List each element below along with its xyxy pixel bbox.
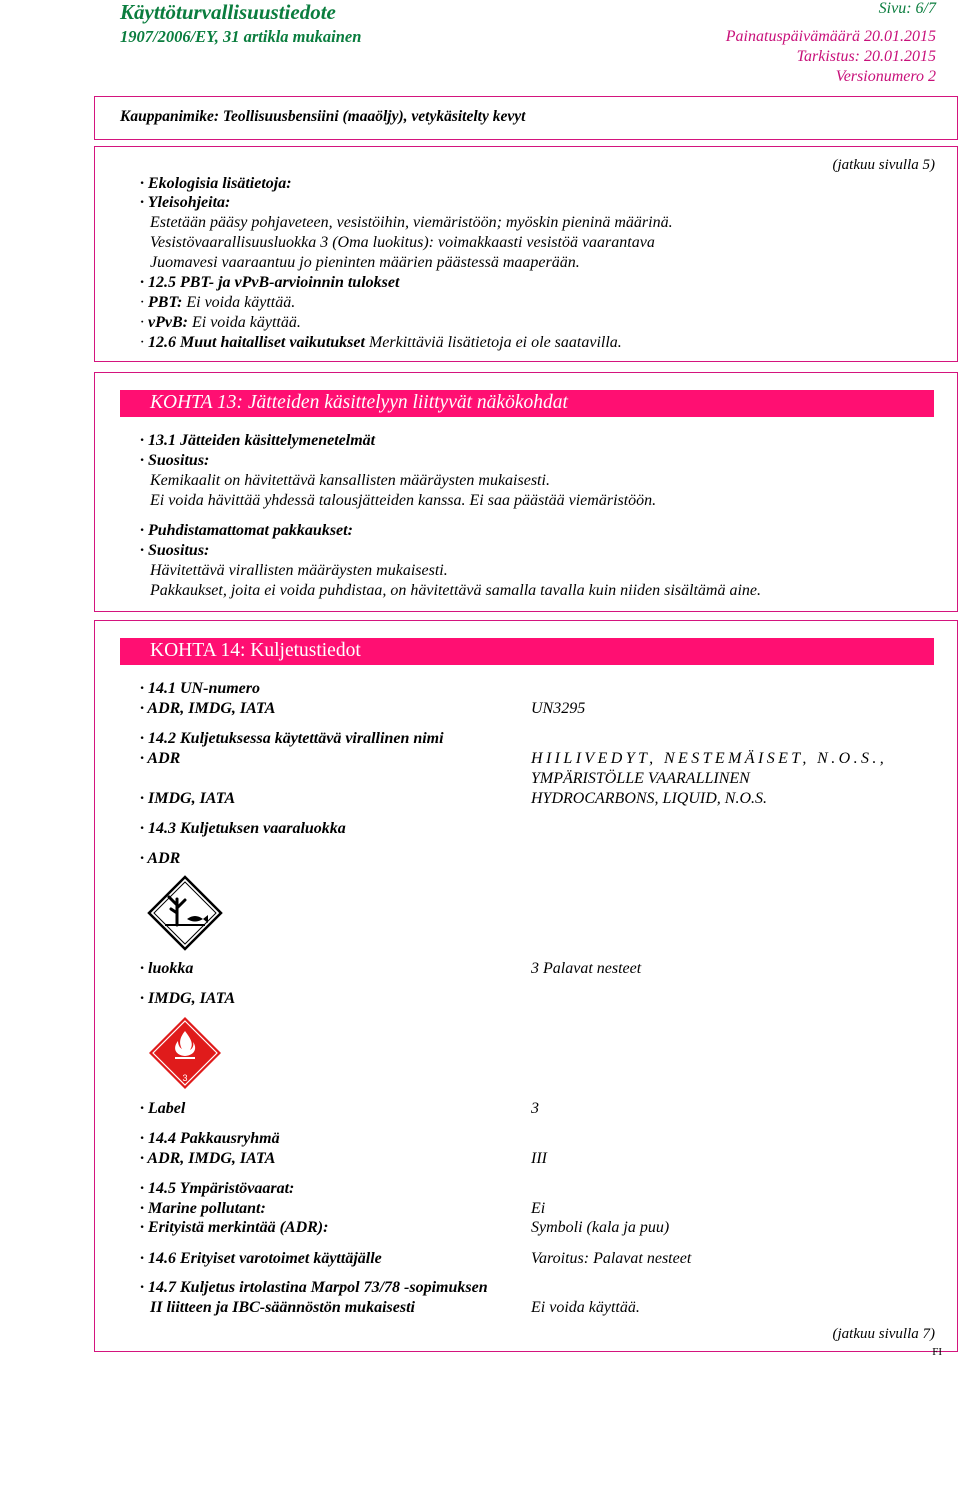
packaging-line-1: Hävitettävä virallisten määräysten mukaisesti. <box>150 562 448 579</box>
environmental-hazards-heading: · 14.5 Ympäristövaarat: <box>140 1180 295 1197</box>
eco-line-3: Juomavesi vaaraantuu jo pieninten määrien päästessä maaperään. <box>150 254 580 271</box>
section-13-title: KOHTA 13: Jätteiden käsittelyyn liittyvät näkökohdat <box>120 390 934 417</box>
hazard-class-adr-label: · ADR <box>140 850 181 867</box>
class-label: · luokka <box>140 960 194 977</box>
shipping-name-heading: · 14.2 Kuljetuksessa käytettävä virallinen nimi <box>140 730 444 747</box>
bulk-transport-value: Ei voida käyttää. <box>531 1299 640 1316</box>
imdg-iata-shipping-name: HYDROCARBONS, LIQUID, N.O.S. <box>531 790 767 807</box>
document-title: Käyttöturvallisuustiedote <box>120 0 336 24</box>
disposal-methods-heading: · 13.1 Jätteiden käsittelymenetelmät <box>140 432 376 449</box>
trade-name: Kauppanimike: Teollisuusbensiini (maaöljy), vetykäsitelty kevyt <box>120 108 526 125</box>
general-heading: · Yleisohjeita: <box>140 194 231 211</box>
vpvb-row: · vPvB: Ei voida käyttää. <box>140 314 301 331</box>
flammable-liquid-placard-icon <box>147 1015 223 1091</box>
hazard-class-imdg-label: · IMDG, IATA <box>140 990 236 1007</box>
placard-number: 3 <box>182 1073 188 1083</box>
packing-group-value: III <box>531 1150 547 1167</box>
pbt-heading: · 12.5 PBT- ja vPvB-arvioinnin tulokset <box>140 274 400 291</box>
bulk-transport-line-1: · 14.7 Kuljetus irtolastina Marpol 73/78 -sopimuksen <box>140 1279 488 1296</box>
print-date: Painatuspäivämäärä 20.01.2015 <box>725 28 936 45</box>
environment-hazard-icon <box>147 875 223 951</box>
eco-line-2: Vesistövaarallisuusluokka 3 (Oma luokitus): voimakkaasti vesistöä vaarantava <box>150 234 655 251</box>
un-number-label: · ADR, IMDG, IATA <box>140 700 276 717</box>
class-value: 3 Palavat nesteet <box>531 960 642 977</box>
continued-from-note: (jatkuu sivulla 5) <box>832 157 935 173</box>
label-label: · Label <box>140 1100 186 1117</box>
marine-pollutant-label: · Marine pollutant: <box>140 1200 266 1217</box>
recommendation-line-1: Kemikaalit on hävitettävä kansallisten määräysten mukaisesti. <box>150 472 550 489</box>
other-effects-row: · 12.6 Muut haitalliset vaikutukset Merkittäviä lisätietoja ei ole saatavilla. <box>140 334 622 351</box>
special-precautions-label: · 14.6 Erityiset varotoimet käyttäjälle <box>140 1250 382 1267</box>
imdg-iata-label: · IMDG, IATA <box>140 790 236 807</box>
un-number-value: UN3295 <box>531 700 586 717</box>
special-marking-value: Symboli (kala ja puu) <box>531 1219 670 1236</box>
marine-pollutant-value: Ei <box>531 1200 546 1217</box>
adr-shipping-name-line-1: HIILIVEDYT, NESTEMÄISET, N.O.S., <box>531 750 888 767</box>
version-number: Versionumero 2 <box>835 68 936 85</box>
label-value: 3 <box>531 1100 539 1117</box>
recommendation-heading: · Suositus: <box>140 452 210 469</box>
continued-to-note: (jatkuu sivulla 7) <box>832 1326 935 1342</box>
country-code: FI <box>932 1346 942 1358</box>
page-number: Sivu: 6/7 <box>878 0 936 17</box>
packaging-line-2: Pakkaukset, joita ei voida puhdistaa, on hävitettävä samalla tavalla kuin niiden sisältämä aine. <box>150 582 762 599</box>
un-number-heading: · 14.1 UN-numero <box>140 680 261 697</box>
bulk-transport-line-2: II liitteen ja IBC-säännöstön mukaisesti <box>150 1299 415 1316</box>
special-marking-label: · Erityistä merkintää (ADR): <box>140 1219 329 1236</box>
regulation-line: 1907/2006/EY, 31 artikla mukainen <box>120 27 362 46</box>
uncleaned-packaging-heading: · Puhdistamattomat pakkaukset: <box>140 522 353 539</box>
packing-group-label: · ADR, IMDG, IATA <box>140 1150 276 1167</box>
eco-info-heading: · Ekologisia lisätietoja: <box>140 175 292 192</box>
recommendation-line-2: Ei voida hävittää yhdessä talousjätteiden kanssa. Ei saa päästää viemäristöön. <box>150 492 657 509</box>
adr-label: · ADR <box>140 750 181 767</box>
section-14-title: KOHTA 14: Kuljetustiedot <box>120 638 934 665</box>
adr-shipping-name-line-2: YMPÄRISTÖLLE VAARALLINEN <box>531 770 750 787</box>
pbt-row: · PBT: Ei voida käyttää. <box>140 294 296 311</box>
packing-group-heading: · 14.4 Pakkausryhmä <box>140 1130 280 1147</box>
revision-date: Tarkistus: 20.01.2015 <box>796 48 936 65</box>
recommendation-heading-2: · Suositus: <box>140 542 210 559</box>
eco-line-1: Estetään pääsy pohjaveteen, vesistöihin, viemäristöön; myöskin pieninä määrinä. <box>150 214 673 231</box>
hazard-class-heading: · 14.3 Kuljetuksen vaaraluokka <box>140 820 346 837</box>
special-precautions-value: Varoitus: Palavat nesteet <box>531 1250 692 1267</box>
